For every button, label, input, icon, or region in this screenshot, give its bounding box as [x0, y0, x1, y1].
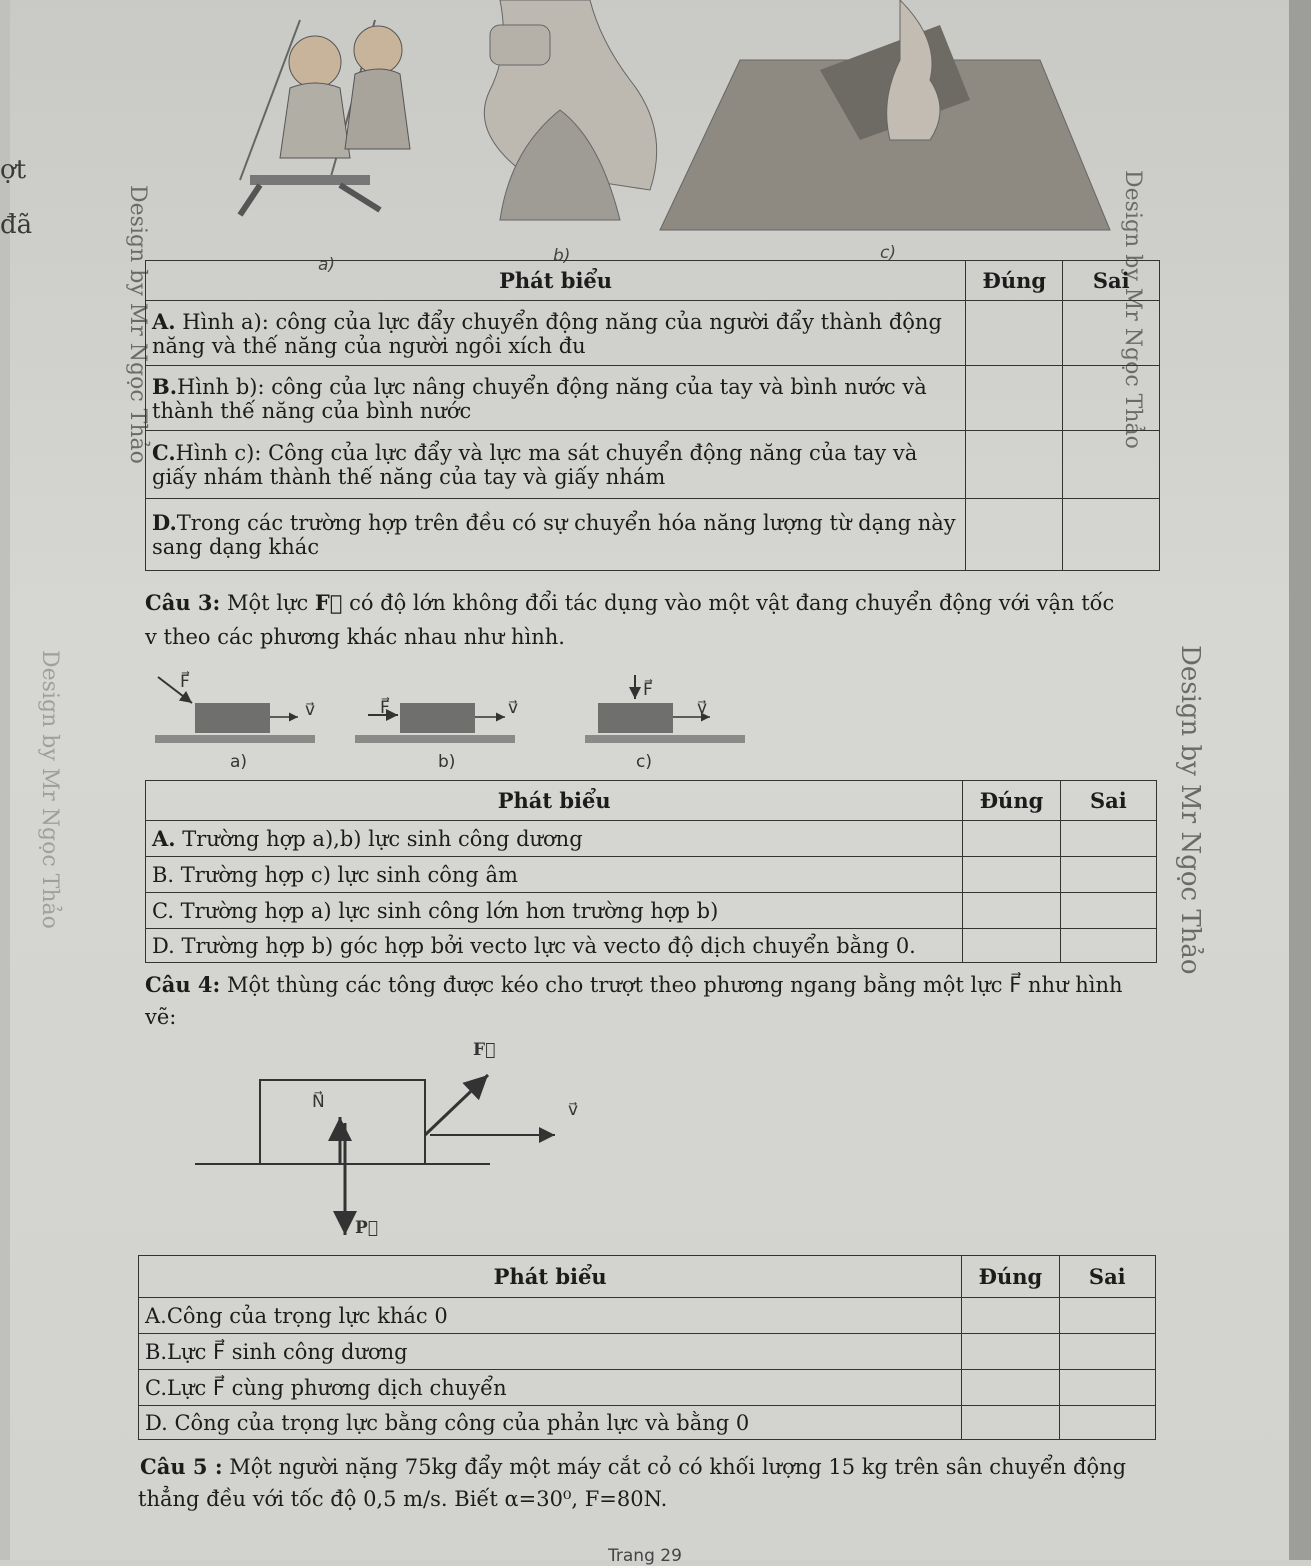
table-row	[146, 366, 1160, 431]
question-3-label: Câu 3:	[145, 590, 221, 615]
true-cell[interactable]	[966, 499, 1063, 571]
q3-fig-label-b: b)	[438, 752, 456, 772]
table-q4-statements	[138, 1255, 1156, 1440]
row-text: Hình b): công của lực nâng chuyển động năng của tay và bình nước và thành thế năng của bình nước	[152, 374, 927, 423]
statement-cell	[146, 431, 966, 499]
q3a-force-label: F⃗	[180, 672, 190, 692]
false-cell[interactable]	[1059, 1406, 1155, 1440]
q3c-force-label: F⃗	[643, 680, 653, 700]
q4-force-label: F⃗	[473, 1040, 496, 1060]
statement-cell	[146, 366, 966, 431]
q4-weight-label: P⃗	[355, 1218, 378, 1238]
q3-force-symbol: F⃗	[314, 590, 343, 615]
true-cell[interactable]	[962, 1406, 1059, 1440]
statement-cell	[146, 929, 963, 963]
table-row	[139, 1334, 1156, 1370]
row-label: B.	[152, 373, 178, 399]
question-5-line2: thẳng đều với tốc độ 0,5 m/s. Biết α=30⁰, F=80N.	[138, 1487, 668, 1511]
q3-fig-label-a: a)	[230, 752, 248, 772]
statement-cell	[139, 1406, 962, 1440]
sandpaper-hand-illustration	[660, 0, 1110, 230]
row-text: Trong các trường hợp trên đều có sự chuyển hóa năng lượng từ dạng này sang dạng khác	[152, 511, 956, 559]
row-label: D.	[145, 1410, 168, 1435]
table-row	[146, 857, 1157, 893]
q3c-velocity-label: v⃗	[697, 698, 708, 718]
true-cell[interactable]	[962, 1298, 1059, 1334]
header-true: Đúng	[966, 261, 1063, 301]
statement-cell	[146, 893, 963, 929]
drinking-person-illustration	[484, 0, 656, 220]
row-text: Trường hợp a),b) lực sinh công dương	[175, 827, 583, 851]
row-label: C.	[145, 1375, 167, 1400]
watermark-left-top: Design by Mr Ngọc Thảo	[125, 185, 150, 464]
row-text: Trường hợp c) lực sinh công âm	[174, 862, 518, 887]
row-label: A.	[152, 826, 176, 851]
q3-force-figures	[150, 665, 750, 750]
question-4-text	[145, 970, 1165, 1000]
false-cell[interactable]	[1063, 431, 1160, 499]
true-cell[interactable]	[962, 1370, 1059, 1406]
header-statement: Phát biểu	[146, 261, 966, 301]
statement-cell	[146, 821, 963, 857]
false-cell[interactable]	[1059, 1298, 1155, 1334]
header-false: Sai	[1059, 1256, 1155, 1298]
q3a-velocity-label: v⃗	[305, 700, 316, 720]
row-label: C.	[152, 898, 174, 923]
table-row	[139, 1298, 1156, 1334]
true-cell[interactable]	[963, 857, 1060, 893]
true-cell[interactable]	[963, 893, 1060, 929]
table-q3-statements	[145, 780, 1157, 963]
question-4-line2: vẽ:	[145, 1005, 177, 1029]
statement-cell	[139, 1370, 962, 1406]
q3-fig-label-c: c)	[636, 752, 652, 772]
q3b-velocity-label: v⃗	[508, 698, 519, 718]
false-cell[interactable]	[1059, 1334, 1155, 1370]
watermark-left-mid: Design by Mr Ngọc Thảo	[37, 650, 62, 929]
row-text: Lực F⃗ cùng phương dịch chuyển	[167, 1375, 507, 1400]
table-row	[146, 301, 1160, 366]
fig-label-b: b)	[553, 246, 571, 266]
table-row	[146, 893, 1157, 929]
true-cell[interactable]	[966, 431, 1063, 499]
energy-illustrations	[180, 0, 1130, 260]
question-3-text	[145, 588, 1165, 618]
question-4-label: Câu 4:	[145, 972, 221, 997]
false-cell[interactable]	[1060, 893, 1156, 929]
statement-cell	[146, 301, 966, 366]
question-5-label: Câu 5 :	[140, 1454, 223, 1479]
watermark-right-mid: Design by Mr Ngọc Thảo	[1175, 645, 1205, 975]
header-false: Sai	[1060, 781, 1156, 821]
swing-kids-illustration	[240, 20, 410, 215]
false-cell[interactable]	[1063, 499, 1160, 571]
false-cell[interactable]	[1063, 301, 1160, 366]
q4-box-force-diagram	[190, 1035, 610, 1250]
table-row	[146, 821, 1157, 857]
row-label: A.	[145, 1303, 167, 1328]
false-cell[interactable]	[1063, 366, 1160, 431]
page-edge	[1289, 0, 1311, 1560]
q3-text-after: có độ lớn không đổi tác dụng vào một vật đang chuyển động với vận tốc	[342, 591, 1115, 615]
margin-text-top: ợt	[0, 155, 27, 185]
fig-label-a: a)	[318, 255, 336, 275]
row-label: B.	[152, 862, 175, 887]
header-false: Sai	[1063, 261, 1160, 301]
row-label: D.	[152, 933, 175, 958]
false-cell[interactable]	[1060, 929, 1156, 963]
true-cell[interactable]	[963, 929, 1060, 963]
row-text: Trường hợp b) góc hợp bởi vecto lực và vecto độ dịch chuyển bằng 0.	[174, 933, 916, 958]
q4-normal-label: N⃗	[312, 1092, 325, 1112]
header-true: Đúng	[962, 1256, 1059, 1298]
statement-cell	[139, 1298, 962, 1334]
table-energy-statements	[145, 260, 1160, 571]
row-text: Công của trọng lực khác 0	[166, 1303, 448, 1328]
header-statement: Phát biểu	[146, 781, 963, 821]
statement-cell	[146, 857, 963, 893]
header-statement: Phát biểu	[139, 1256, 962, 1298]
q3-text-before: Một lực	[220, 591, 315, 615]
row-label: D.	[152, 510, 177, 535]
row-text: Hình c): Công của lực đẩy và lực ma sát chuyển động năng của tay và giấy nhám thành thế năng của tay và giấy nhám	[152, 441, 918, 489]
q4-text-after: như hình	[1021, 973, 1123, 997]
false-cell[interactable]	[1060, 821, 1156, 857]
header-true: Đúng	[963, 781, 1060, 821]
table-row	[139, 1406, 1156, 1440]
q4-force-symbol: F⃗	[1009, 973, 1022, 997]
row-text: Trường hợp a) lực sinh công lớn hơn trường hợp b)	[174, 898, 719, 923]
true-cell[interactable]	[963, 821, 1060, 857]
row-text: Lực F⃗ sinh công dương	[167, 1339, 408, 1364]
page-number: Trang 29	[608, 1546, 682, 1566]
statement-cell	[146, 499, 966, 571]
true-cell[interactable]	[966, 301, 1063, 366]
q4-velocity-label: v⃗	[568, 1100, 579, 1120]
true-cell[interactable]	[966, 366, 1063, 431]
q3b-force-label: F⃗	[380, 698, 390, 718]
watermark-right-top: Design by Mr Ngọc Thảo	[1120, 170, 1145, 449]
table-row	[146, 431, 1160, 499]
q5-text: Một người nặng 75kg đẩy một máy cắt cỏ có khối lượng 15 kg trên sân chuyển động	[222, 1455, 1127, 1479]
q4-text: Một thùng các tông được kéo cho trượt theo phương ngang bằng một lực	[220, 973, 1010, 997]
row-label: A.	[152, 308, 176, 334]
statement-cell	[139, 1334, 962, 1370]
row-text: Hình a): công của lực đẩy chuyển động năng của người đẩy thành động năng và thế năng của người ngồi xích đu	[152, 309, 942, 358]
false-cell[interactable]	[1060, 857, 1156, 893]
row-label: B.	[145, 1339, 168, 1364]
row-text: Công của trọng lực bằng công của phản lực và bằng 0	[167, 1410, 750, 1435]
margin-text-second: đã	[0, 210, 33, 240]
false-cell[interactable]	[1059, 1370, 1155, 1406]
table-row	[139, 1370, 1156, 1406]
table-row	[146, 499, 1160, 571]
true-cell[interactable]	[962, 1334, 1059, 1370]
question-5-text	[140, 1452, 1170, 1482]
row-label: C.	[152, 440, 176, 465]
fig-label-c: c)	[880, 243, 896, 263]
question-3-line2: v theo các phương khác nhau như hình.	[145, 625, 565, 649]
table-row	[146, 929, 1157, 963]
